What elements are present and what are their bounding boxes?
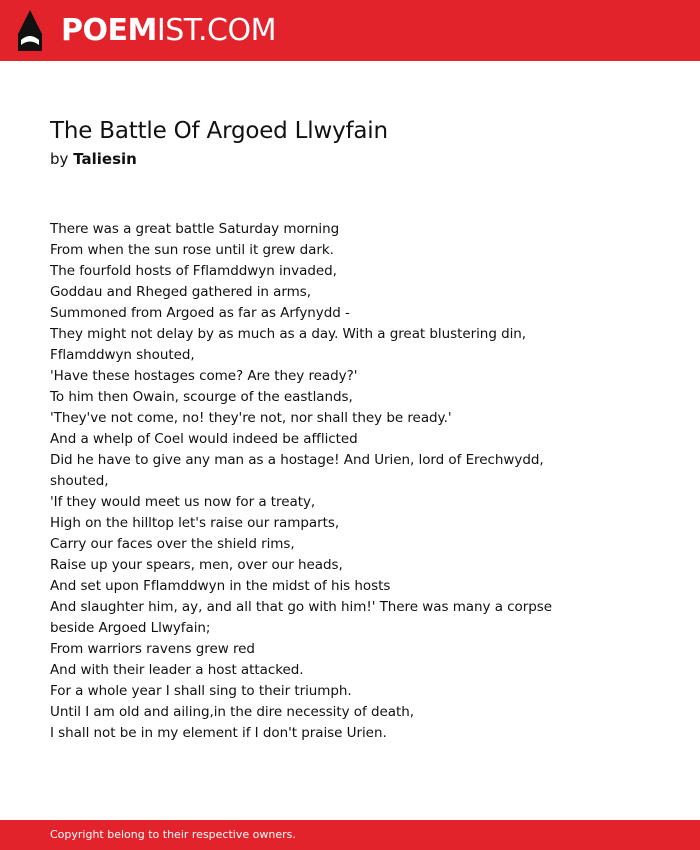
- poem-line: shouted,: [50, 473, 109, 489]
- poem-line: And set upon Fflamddwyn in the midst of his hosts: [50, 578, 391, 594]
- poem-line: Did he have to give any man as a hostage! And Urien, lord of Erechwydd,: [50, 452, 544, 468]
- brand-light-text: IST.COM: [156, 13, 276, 48]
- copyright-text: Copyright belong to their respective owners.: [50, 828, 296, 841]
- poem-title: The Battle Of Argoed Llwyfain: [50, 118, 388, 144]
- poem-line: For a whole year I shall sing to their triumph.: [50, 683, 352, 699]
- poem-line: Carry our faces over the shield rims,: [50, 536, 295, 552]
- byline: [50, 149, 137, 169]
- poem-line: Goddau and Rheged gathered in arms,: [50, 284, 311, 300]
- poem-body: [50, 219, 670, 744]
- poem-line: They might not delay by as much as a day. With a great blustering din,: [50, 326, 527, 342]
- poem-line: High on the hilltop let's raise our ramparts,: [50, 515, 340, 531]
- poem-line: From when the sun rose until it grew dark.: [50, 242, 334, 258]
- poem-line: Raise up your spears, men, over our heads,: [50, 557, 343, 573]
- by-label: by: [50, 150, 69, 168]
- poem-line: Fflamddwyn shouted,: [50, 347, 195, 363]
- poem-line: From warriors ravens grew red: [50, 641, 255, 657]
- site-logo-link[interactable]: [61, 13, 276, 49]
- poem-line: And a whelp of Coel would indeed be afflicted: [50, 431, 358, 447]
- poem-line: And slaughter him, ay, and all that go with him!' There was many a corpse: [50, 599, 553, 615]
- poem-line: There was a great battle Saturday morning: [50, 221, 340, 237]
- site-header: [0, 0, 700, 61]
- poem-line: I shall not be in my element if I don't praise Urien.: [50, 725, 387, 741]
- poem-line: 'Have these hostages come? Are they ready?': [50, 368, 358, 384]
- brand-bold-text: POEM: [61, 13, 157, 48]
- site-footer: [0, 820, 700, 850]
- author-name: Taliesin: [73, 150, 137, 168]
- pencil-icon[interactable]: [18, 10, 42, 51]
- poem-line: And with their leader a host attacked.: [50, 662, 304, 678]
- poem-line: To him then Owain, scourge of the eastlands,: [50, 389, 353, 405]
- poem-line: beside Argoed Llwyfain;: [50, 620, 211, 636]
- poem-line: 'If they would meet us now for a treaty,: [50, 494, 316, 510]
- poem-line: The fourfold hosts of Fflamddwyn invaded,: [50, 263, 337, 279]
- poem-line: Until I am old and ailing,in the dire necessity of death,: [50, 704, 414, 720]
- poem-line: Summoned from Argoed as far as Arfynydd -: [50, 305, 350, 321]
- poem-line: 'They've not come, no! they're not, nor shall they be ready.': [50, 410, 452, 426]
